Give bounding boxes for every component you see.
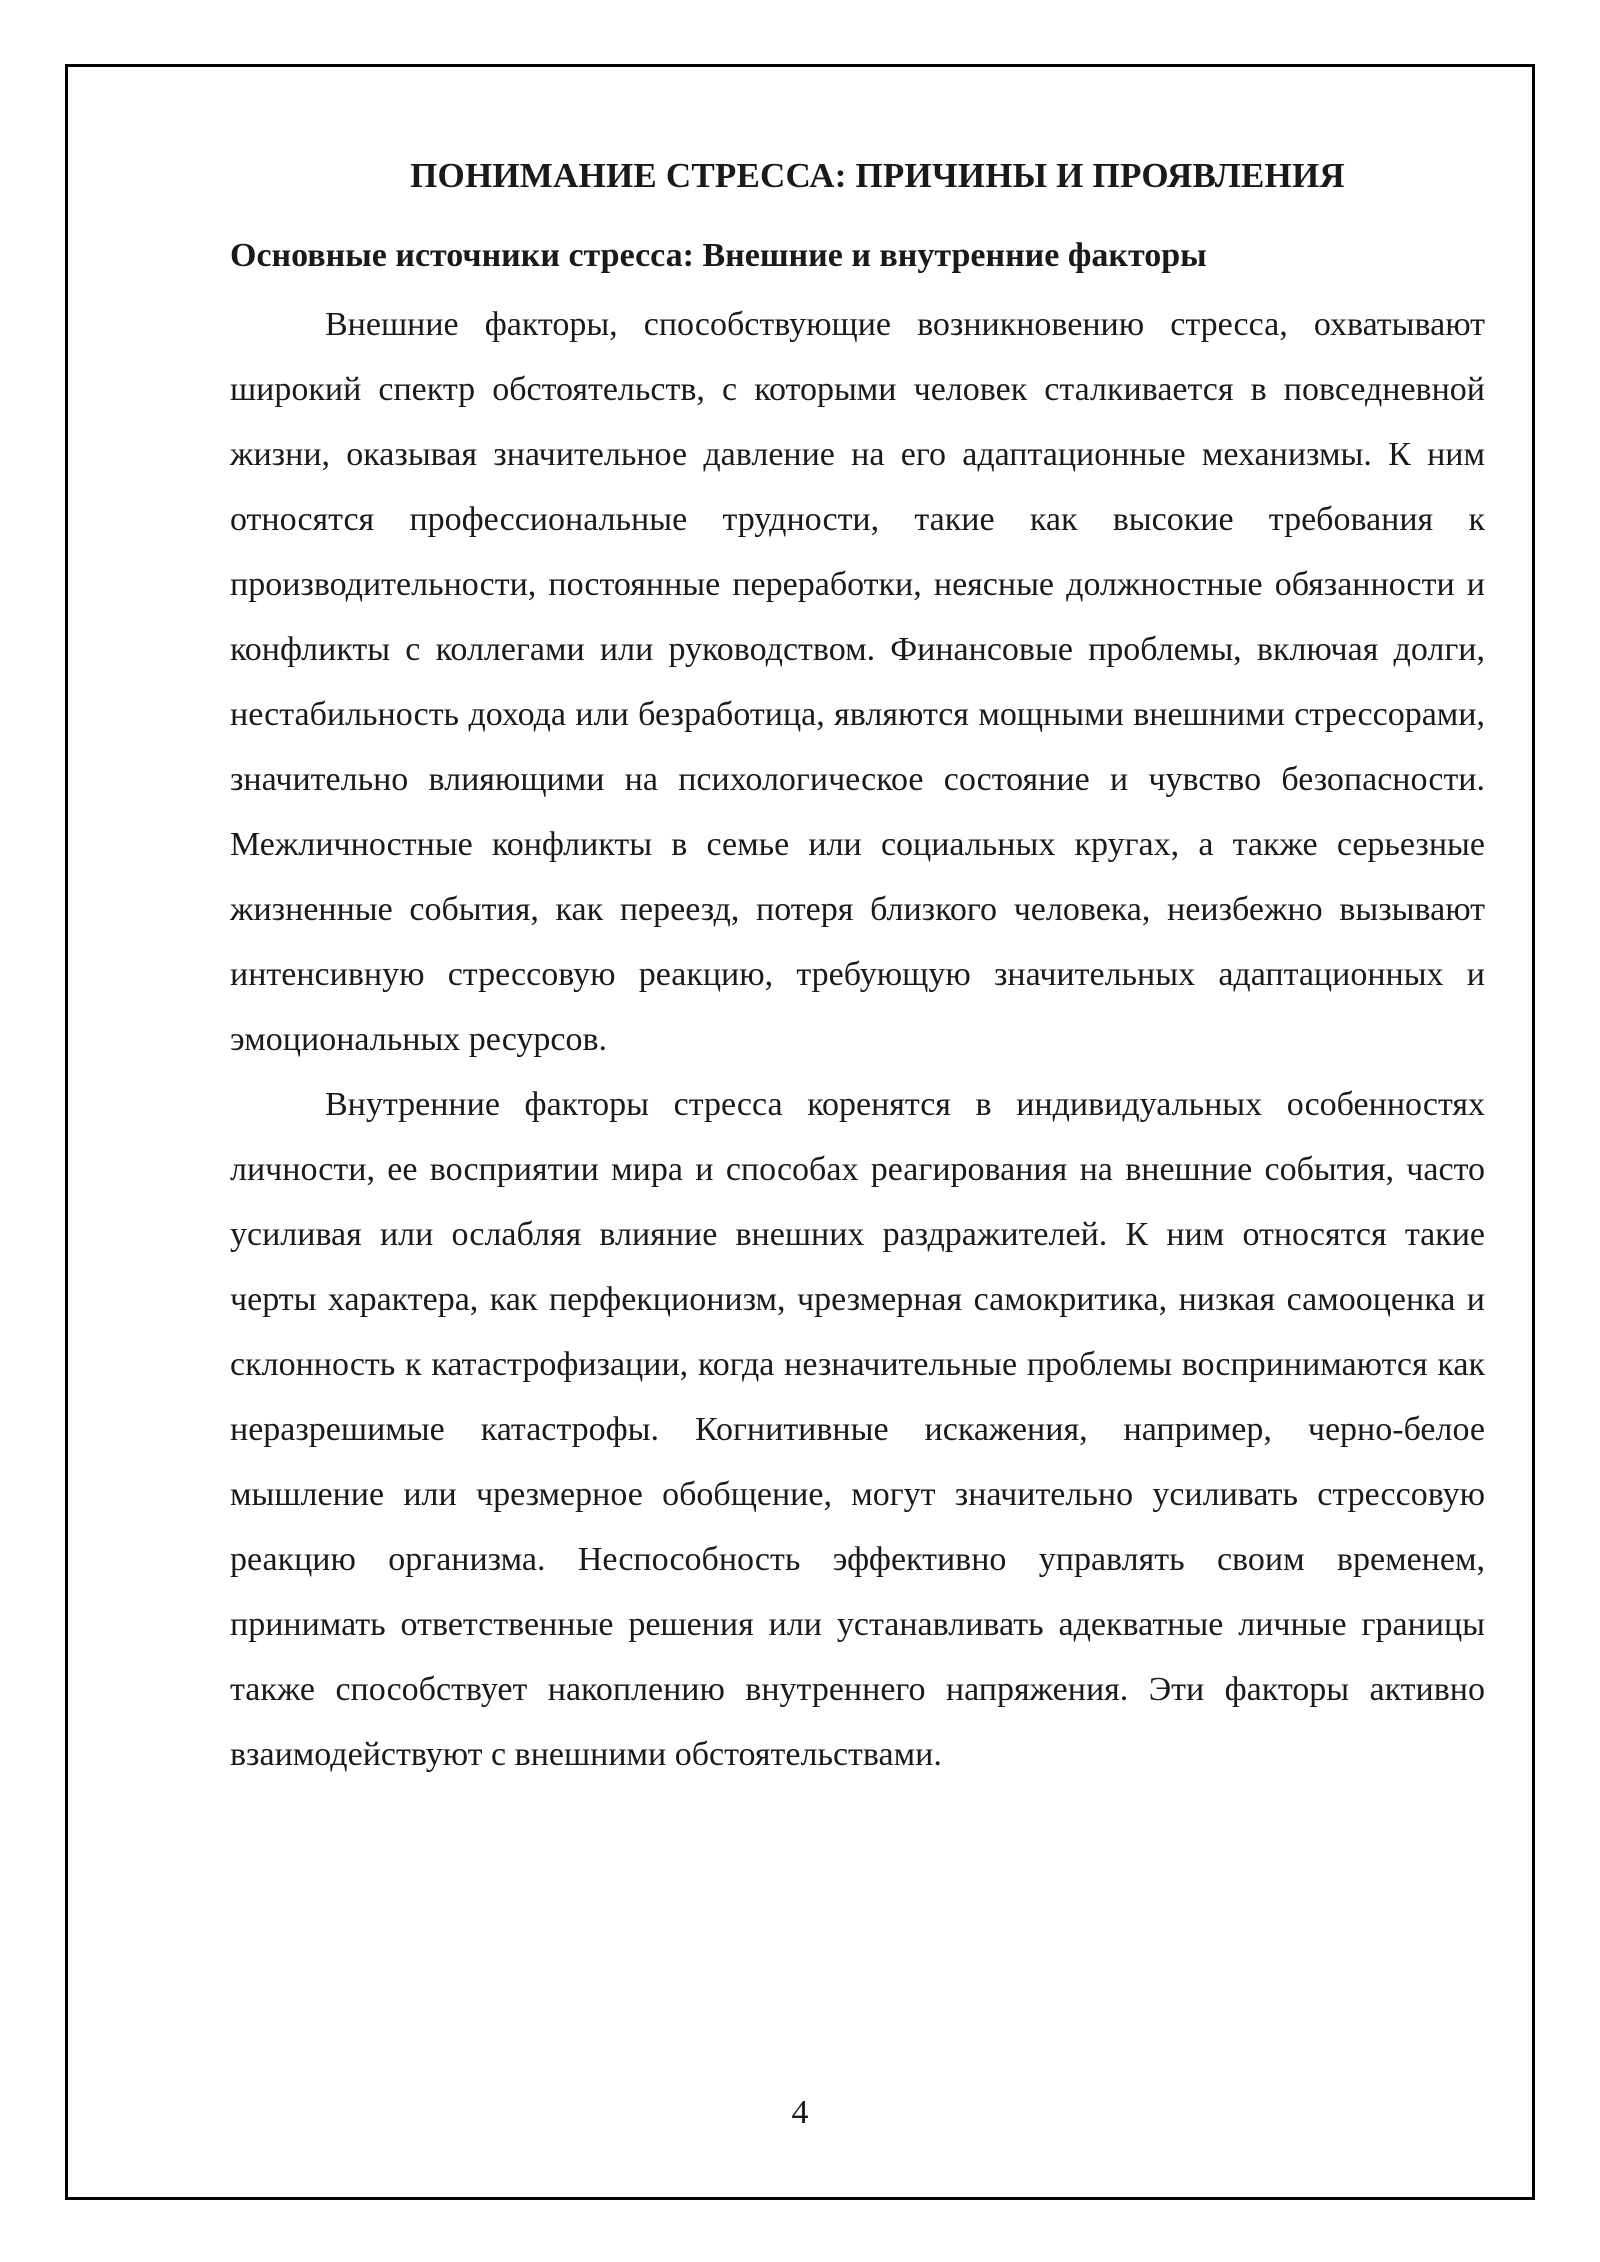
- paragraph-external-factors: Внешние факторы, способствующие возникновению стресса, охватывают широкий спектр обстоятельств, с которыми человек сталкивается в повседневной жизни, оказывая значительное давление на его адаптационные механизмы. К ним относятся профессиональные трудности, такие как высокие требования к производительности, постоянные переработки, неясные должностные обязанности и конфликты с коллегами или руководством. Финансовые проблемы, включая долги, нестабильность дохода или безработица, являются мощными внешними стрессорами, значительно влияющими на психологическое состояние и чувство безопасности. Межличностные конфликты в семье или социальных кругах, а также серьезные жизненные события, как переезд, потеря близкого человека, неизбежно вызывают интенсивную стрессовую реакцию, требующую значительных адаптационных и эмоциональных ресурсов.: [230, 306, 1485, 1058]
- document-title: ПОНИМАНИЕ СТРЕССА: ПРИЧИНЫ И ПРОЯВЛЕНИЯ: [410, 156, 1345, 195]
- paragraph-internal-factors: Внутренние факторы стресса коренятся в индивидуальных особенностях личности, ее восприятии мира и способах реагирования на внешние события, часто усиливая или ослабляя влияние внешних раздражителей. К ним относятся такие черты характера, как перфекционизм, чрезмерная самокритика, низкая самооценка и склонность к катастрофизации, когда незначительные проблемы воспринимаются как неразрешимые катастрофы. Когнитивные искажения, например, черно-белое мышление или чрезмерное обобщение, могут значительно усиливать стрессовую реакцию организма. Неспособность эффективно управлять своим временем, принимать ответственные решения или устанавливать адекватные личные границы также способствует накоплению внутреннего напряжения. Эти факторы активно взаимодействуют с внешними обстоятельствами.: [230, 1086, 1485, 1773]
- page-number: 4: [791, 2094, 809, 2131]
- section-heading: Основные источники стресса: Внешние и внутренние факторы: [230, 237, 1207, 274]
- document-body: [230, 150, 1485, 1787]
